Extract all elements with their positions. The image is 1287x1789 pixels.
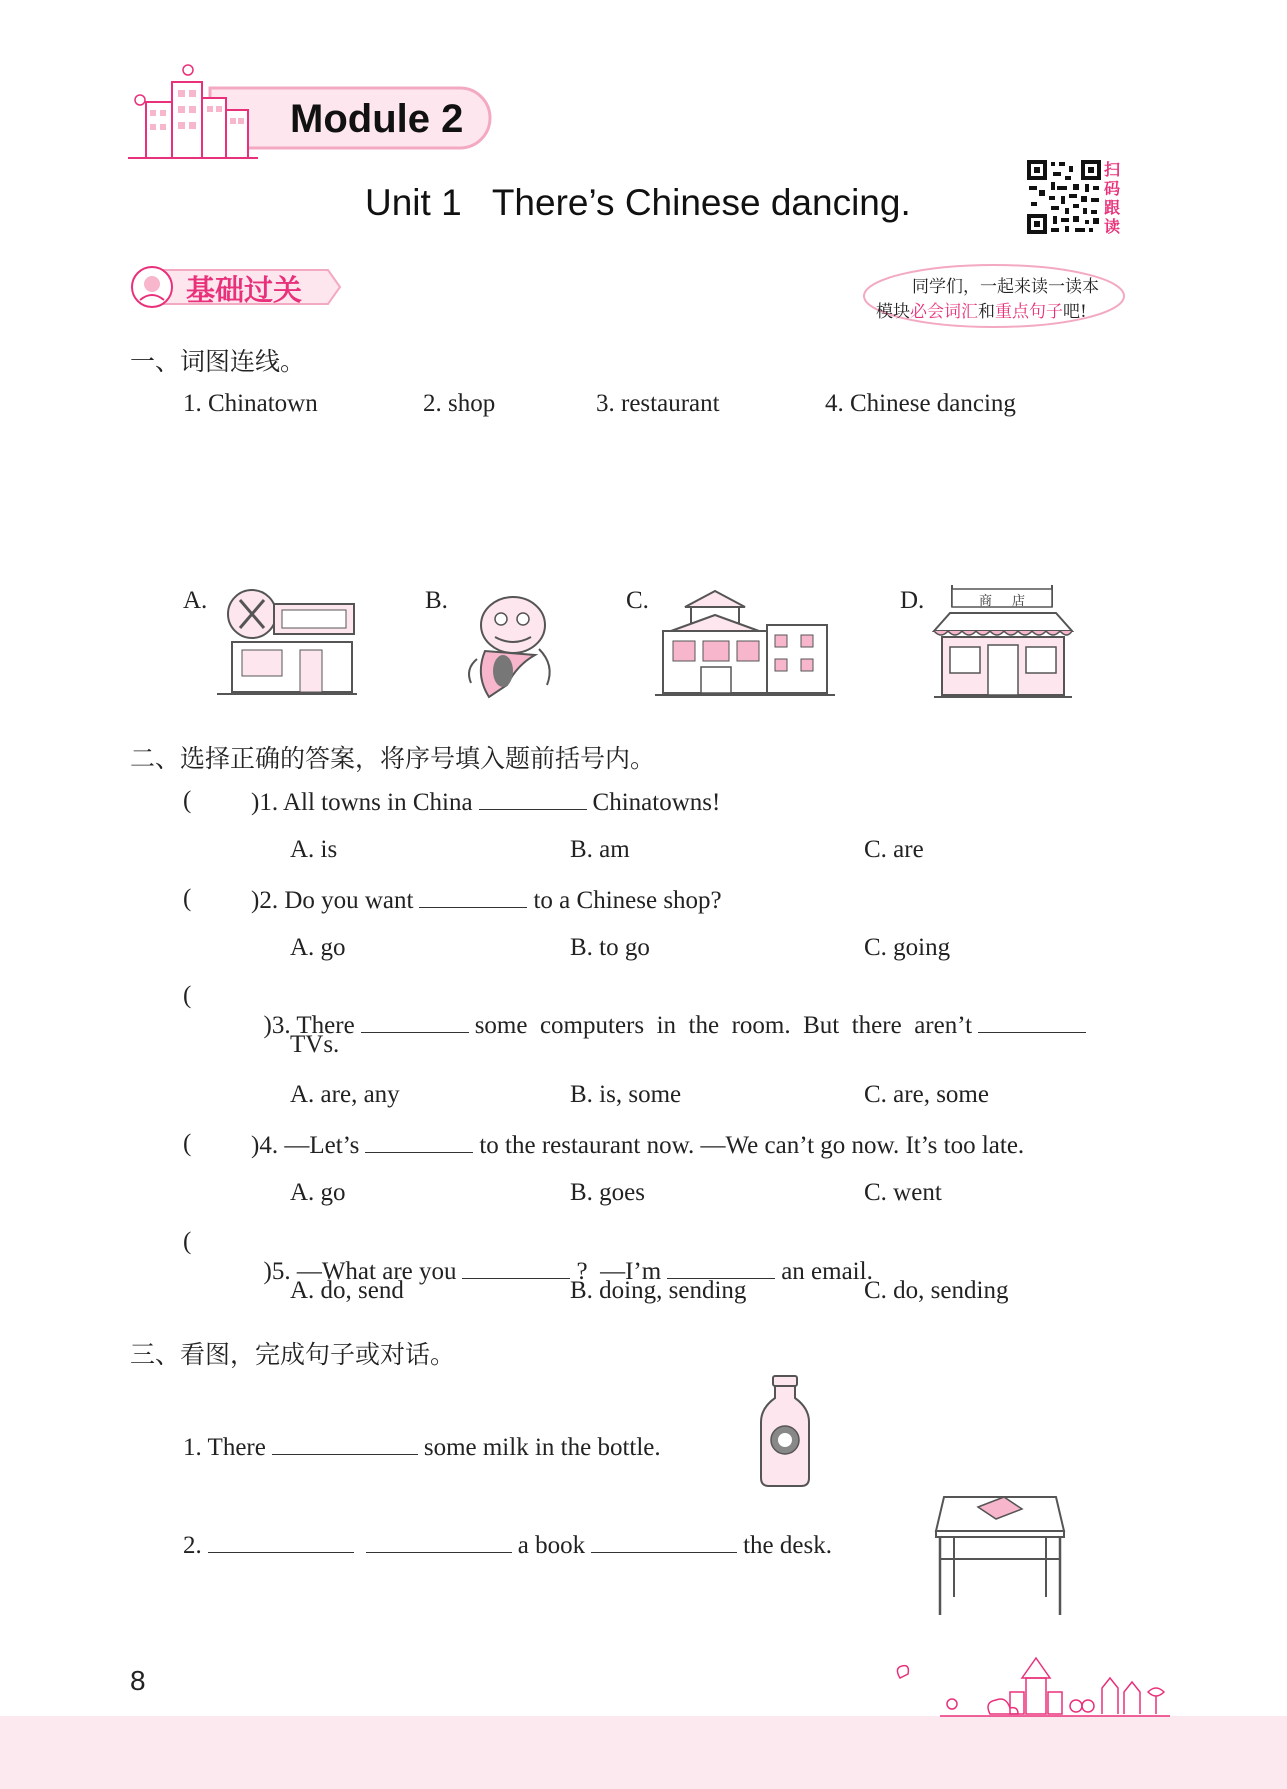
qr-label-char: 跟	[1104, 198, 1121, 217]
answer-blank[interactable]	[978, 1010, 1086, 1033]
question-text: some computers in the room. But there aren’t	[474, 1012, 973, 1039]
section1-title: 一、词图连线。	[130, 347, 306, 376]
lion-dance-icon	[455, 585, 565, 705]
note-highlight: 必会词汇	[910, 302, 978, 322]
qr-label-char: 码	[1104, 179, 1121, 198]
picture-letter: D.	[900, 587, 925, 614]
shop-sign-char: 店	[1012, 594, 1026, 609]
section3-title: 三、看图，完成句子或对话。	[130, 1340, 456, 1369]
sentence-text: the desk.	[743, 1532, 832, 1559]
question-number: )3.	[263, 1012, 291, 1039]
question-text: —What are you	[296, 1258, 457, 1285]
question-4	[251, 1130, 1024, 1160]
question-number: )2.	[251, 887, 279, 914]
milk-bottle-icon	[755, 1374, 815, 1489]
option[interactable]: A. are, any	[290, 1081, 400, 1108]
option[interactable]: B. doing, sending	[570, 1277, 747, 1304]
option[interactable]: A. do, send	[290, 1277, 404, 1304]
buildings-icon	[128, 60, 258, 165]
note-text: 吧!	[1063, 302, 1087, 322]
restaurant-icon	[212, 584, 362, 704]
question-text: TVs.	[290, 1031, 340, 1058]
question-text: All towns in China	[282, 789, 473, 816]
word-item: 2. shop	[423, 390, 496, 417]
word-item: 1. Chinatown	[183, 390, 318, 417]
qr-label	[1104, 160, 1124, 236]
question-text: to the restaurant now. —We can’t go now. It’s too late.	[479, 1132, 1025, 1159]
answer-blank[interactable]	[462, 1256, 570, 1279]
question-text: —Let’s	[284, 1132, 360, 1159]
note-line-1: 同学们，一起来读一读本	[912, 277, 1099, 297]
answer-blank[interactable]	[667, 1256, 775, 1279]
answer-paren[interactable]: (	[183, 982, 192, 1009]
question-number: )5.	[263, 1258, 291, 1285]
option[interactable]: A. go	[290, 1179, 346, 1206]
chinatown-icon	[655, 585, 835, 705]
question-2	[251, 885, 722, 915]
qr-label-char: 读	[1104, 217, 1121, 236]
qr-label-char: 扫	[1104, 160, 1121, 179]
option[interactable]: C. do, sending	[864, 1277, 1009, 1304]
answer-blank[interactable]	[361, 1010, 469, 1033]
answer-blank[interactable]	[366, 1530, 512, 1553]
option[interactable]: A. is	[290, 836, 338, 863]
word-item: 3. restaurant	[596, 390, 720, 417]
option[interactable]: B. am	[570, 836, 630, 863]
question-1	[251, 787, 720, 817]
question-text: Chinatowns!	[592, 789, 721, 816]
note-highlight: 重点句子	[995, 302, 1063, 322]
footer-castle-icon	[880, 1648, 1170, 1718]
unit-title: Unit 1 There’s Chinese dancing.	[365, 182, 911, 223]
word-item: 4. Chinese dancing	[825, 390, 1016, 417]
module-title: Module 2	[290, 97, 464, 141]
answer-paren[interactable]: (	[183, 1130, 192, 1157]
answer-blank[interactable]	[272, 1432, 418, 1455]
answer-blank[interactable]	[591, 1530, 737, 1553]
option[interactable]: C. going	[864, 934, 951, 961]
answer-blank[interactable]	[365, 1130, 473, 1153]
shop-sign	[952, 590, 1052, 609]
page-number: 8	[130, 1665, 146, 1696]
option[interactable]: C. are, some	[864, 1081, 989, 1108]
question-text: an email.	[781, 1258, 873, 1285]
footer-band	[0, 1716, 1287, 1789]
sentence-text: 1. There	[183, 1434, 266, 1461]
shop-sign-char: 商	[979, 594, 993, 609]
option[interactable]: C. are	[864, 836, 924, 863]
sentence-text: some milk in the bottle.	[423, 1434, 661, 1461]
question-number: )4.	[251, 1132, 279, 1159]
picture-letter: A.	[183, 587, 208, 614]
qr-code[interactable]	[1027, 160, 1101, 234]
section2-title: 二、选择正确的答案，将序号填入题前括号内。	[130, 744, 656, 773]
sentence-text: a book	[517, 1532, 586, 1559]
question-3	[251, 982, 1092, 1040]
question-text: There	[296, 1012, 355, 1039]
note-text: 模块	[876, 302, 910, 322]
desk-book-icon	[930, 1485, 1070, 1620]
option[interactable]: A. go	[290, 934, 346, 961]
question-text: Do you want	[284, 887, 414, 914]
answer-blank[interactable]	[419, 885, 527, 908]
sentence-2	[183, 1530, 832, 1560]
answer-paren[interactable]: (	[183, 885, 192, 912]
answer-paren[interactable]: (	[183, 787, 192, 814]
option[interactable]: B. to go	[570, 934, 650, 961]
option[interactable]: C. went	[864, 1179, 942, 1206]
answer-blank[interactable]	[208, 1530, 354, 1553]
question-text: to a Chinese shop?	[533, 887, 722, 914]
question-text: ? —I’m	[576, 1258, 662, 1285]
picture-letter: C.	[626, 587, 649, 614]
note-line-2	[876, 297, 1087, 322]
option[interactable]: B. is, some	[570, 1081, 682, 1108]
option[interactable]: B. goes	[570, 1179, 645, 1206]
sentence-text: 2.	[183, 1532, 202, 1559]
basics-banner-label: 基础过关	[186, 273, 303, 307]
note-text: 和	[978, 302, 995, 322]
answer-blank[interactable]	[479, 787, 587, 810]
answer-paren[interactable]: (	[183, 1228, 192, 1255]
picture-letter: B.	[425, 587, 448, 614]
sentence-1	[183, 1432, 661, 1462]
question-number: )1.	[251, 789, 279, 816]
